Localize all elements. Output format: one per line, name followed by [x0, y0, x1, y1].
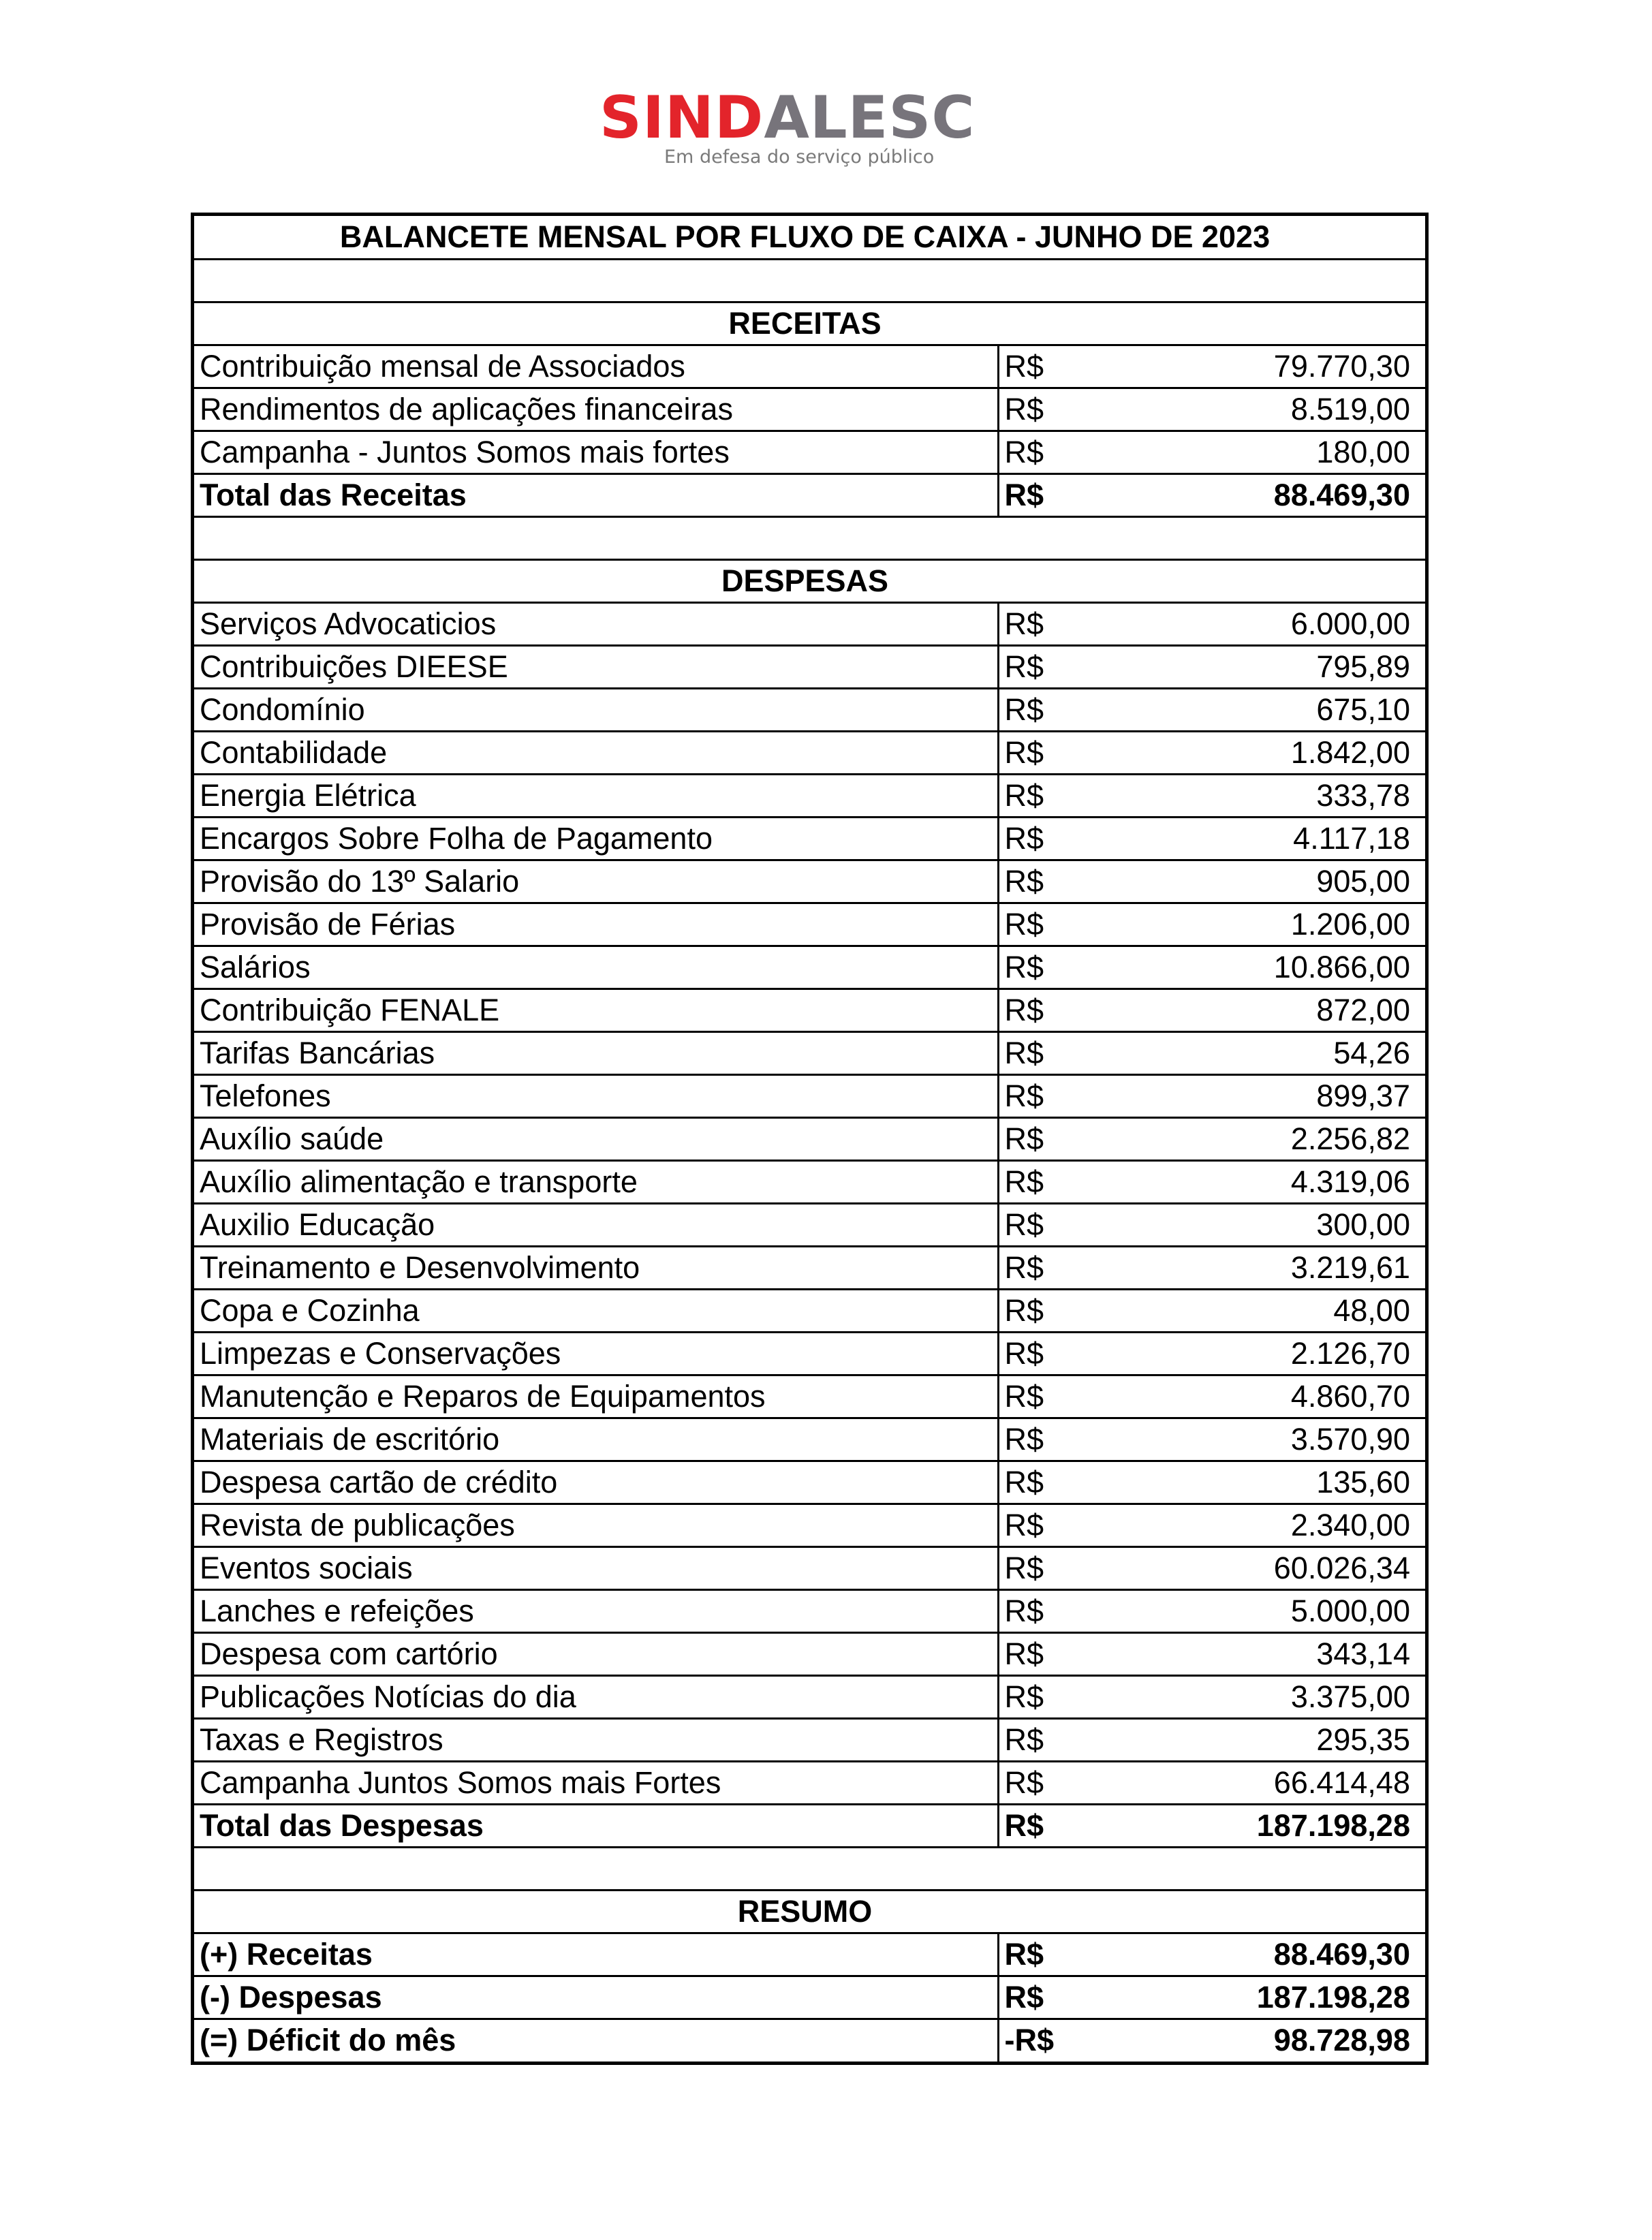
row-currency: R$ [998, 1504, 1100, 1546]
row-label: Auxílio alimentação e transporte [194, 1160, 998, 1203]
row-value: 48,00 [1100, 1289, 1425, 1332]
despesa-row [194, 860, 1425, 903]
logo-part-alesc: ALESC [764, 84, 976, 152]
row-label: Encargos Sobre Folha de Pagamento [194, 817, 998, 860]
row-label: Despesa cartão de crédito [194, 1461, 998, 1504]
row-value: 3.375,00 [1100, 1675, 1425, 1718]
blank-row [194, 516, 1425, 559]
row-value: 8.519,00 [1100, 388, 1425, 431]
row-label: Campanha - Juntos Somos mais fortes [194, 431, 998, 473]
row-value: 135,60 [1100, 1461, 1425, 1504]
row-currency: R$ [998, 1332, 1100, 1375]
despesa-row [194, 1675, 1425, 1718]
row-label: Contribuição mensal de Associados [194, 345, 998, 388]
row-label: Manutenção e Reparos de Equipamentos [194, 1375, 998, 1418]
logo-part-sind: SIND [599, 84, 764, 152]
despesa-row [194, 1074, 1425, 1117]
despesa-row [194, 1461, 1425, 1504]
row-currency: R$ [998, 1632, 1100, 1675]
row-label: Energia Elétrica [194, 774, 998, 817]
receita-row [194, 388, 1425, 431]
row-currency: R$ [998, 1976, 1100, 2019]
receita-row [194, 345, 1425, 388]
row-value: 2.126,70 [1100, 1332, 1425, 1375]
row-currency: R$ [998, 1675, 1100, 1718]
row-currency: R$ [998, 1718, 1100, 1761]
row-value: 2.340,00 [1100, 1504, 1425, 1546]
row-currency: R$ [998, 731, 1100, 774]
row-value: 98.728,98 [1100, 2019, 1425, 2062]
row-label: Auxilio Educação [194, 1203, 998, 1246]
despesa-row [194, 1332, 1425, 1375]
despesa-row [194, 645, 1425, 688]
row-label: Auxílio saúde [194, 1117, 998, 1160]
row-currency: R$ [998, 903, 1100, 946]
row-label: Contribuição FENALE [194, 989, 998, 1031]
resumo-row [194, 2019, 1425, 2062]
despesa-row [194, 1289, 1425, 1332]
receitas-total-row [194, 473, 1425, 516]
despesa-row [194, 688, 1425, 731]
row-currency: R$ [998, 688, 1100, 731]
row-label: Eventos sociais [194, 1546, 998, 1589]
row-currency: R$ [998, 860, 1100, 903]
row-value: 187.198,28 [1100, 1804, 1425, 1847]
row-label: Materiais de escritório [194, 1418, 998, 1461]
row-label: Total das Receitas [194, 473, 998, 516]
logo-wordmark [599, 85, 981, 151]
despesa-row [194, 1761, 1425, 1804]
resumo-row [194, 1976, 1425, 2019]
receita-row [194, 431, 1425, 473]
despesa-row [194, 1632, 1425, 1675]
row-currency: R$ [998, 1461, 1100, 1504]
row-value: 60.026,34 [1100, 1546, 1425, 1589]
title-row [194, 216, 1425, 259]
despesa-row [194, 1504, 1425, 1546]
despesa-row [194, 1546, 1425, 1589]
row-value: 88.469,30 [1100, 1933, 1425, 1976]
row-label: Salários [194, 946, 998, 989]
balance-table [194, 216, 1425, 2062]
row-currency: R$ [998, 345, 1100, 388]
row-currency: R$ [998, 1546, 1100, 1589]
row-value: 4.117,18 [1100, 817, 1425, 860]
row-label: Tarifas Bancárias [194, 1031, 998, 1074]
row-label: Total das Despesas [194, 1804, 998, 1847]
row-value: 1.206,00 [1100, 903, 1425, 946]
row-currency: R$ [998, 774, 1100, 817]
despesa-row [194, 1031, 1425, 1074]
despesa-row [194, 1246, 1425, 1289]
row-currency: R$ [998, 388, 1100, 431]
row-label: Provisão de Férias [194, 903, 998, 946]
row-value: 675,10 [1100, 688, 1425, 731]
row-value: 3.219,61 [1100, 1246, 1425, 1289]
section-heading-row [194, 302, 1425, 345]
row-value: 4.319,06 [1100, 1160, 1425, 1203]
row-value: 905,00 [1100, 860, 1425, 903]
row-value: 180,00 [1100, 431, 1425, 473]
row-currency: R$ [998, 1804, 1100, 1847]
row-value: 1.842,00 [1100, 731, 1425, 774]
despesa-row [194, 1160, 1425, 1203]
row-value: 6.000,00 [1100, 602, 1425, 645]
despesa-row [194, 989, 1425, 1031]
row-currency: R$ [998, 1761, 1100, 1804]
row-label: Condomínio [194, 688, 998, 731]
section-heading-row [194, 559, 1425, 602]
row-label: (+) Receitas [194, 1933, 998, 1976]
row-value: 795,89 [1100, 645, 1425, 688]
row-value: 333,78 [1100, 774, 1425, 817]
row-label: Publicações Notícias do dia [194, 1675, 998, 1718]
despesa-row [194, 817, 1425, 860]
row-currency: R$ [998, 473, 1100, 516]
row-currency: R$ [998, 1289, 1100, 1332]
row-label: Rendimentos de aplicações financeiras [194, 388, 998, 431]
row-label: Limpezas e Conservações [194, 1332, 998, 1375]
row-currency: R$ [998, 1933, 1100, 1976]
row-label: Copa e Cozinha [194, 1289, 998, 1332]
row-currency: R$ [998, 1203, 1100, 1246]
row-value: 300,00 [1100, 1203, 1425, 1246]
row-currency: R$ [998, 817, 1100, 860]
row-label: Lanches e refeições [194, 1589, 998, 1632]
receitas-heading: RECEITAS [194, 302, 1425, 345]
row-label: Serviços Advocaticios [194, 602, 998, 645]
row-currency: -R$ [998, 2019, 1100, 2062]
despesa-row [194, 903, 1425, 946]
resumo-row [194, 1933, 1425, 1976]
despesa-row [194, 1375, 1425, 1418]
logo-tagline: Em defesa do serviço público [664, 146, 935, 168]
row-value: 4.860,70 [1100, 1375, 1425, 1418]
row-value: 872,00 [1100, 989, 1425, 1031]
row-value: 899,37 [1100, 1074, 1425, 1117]
section-heading-row [194, 1890, 1425, 1933]
row-currency: R$ [998, 602, 1100, 645]
blank-row [194, 1847, 1425, 1890]
row-currency: R$ [998, 989, 1100, 1031]
resumo-heading: RESUMO [194, 1890, 1425, 1933]
row-label: (-) Despesas [194, 1976, 998, 2019]
row-value: 88.469,30 [1100, 473, 1425, 516]
row-value: 2.256,82 [1100, 1117, 1425, 1160]
despesa-row [194, 946, 1425, 989]
sindalesc-logo [599, 85, 981, 174]
despesa-row [194, 602, 1425, 645]
row-currency: R$ [998, 1117, 1100, 1160]
blank-row [194, 259, 1425, 302]
despesa-row [194, 1718, 1425, 1761]
row-currency: R$ [998, 1074, 1100, 1117]
row-value: 343,14 [1100, 1632, 1425, 1675]
row-currency: R$ [998, 1160, 1100, 1203]
row-value: 3.570,90 [1100, 1418, 1425, 1461]
row-label: Campanha Juntos Somos mais Fortes [194, 1761, 998, 1804]
row-label: Revista de publicações [194, 1504, 998, 1546]
despesa-row [194, 1117, 1425, 1160]
row-currency: R$ [998, 1418, 1100, 1461]
row-currency: R$ [998, 431, 1100, 473]
row-label: Contribuições DIEESE [194, 645, 998, 688]
row-currency: R$ [998, 946, 1100, 989]
row-currency: R$ [998, 1589, 1100, 1632]
despesa-row [194, 731, 1425, 774]
row-currency: R$ [998, 645, 1100, 688]
row-value: 66.414,48 [1100, 1761, 1425, 1804]
report-title: BALANCETE MENSAL POR FLUXO DE CAIXA - JUNHO DE 2023 [339, 219, 1271, 254]
row-label: Provisão do 13º Salario [194, 860, 998, 903]
balance-sheet [191, 213, 1429, 2065]
row-value: 295,35 [1100, 1718, 1425, 1761]
row-label: (=) Déficit do mês [194, 2019, 998, 2062]
row-label: Contabilidade [194, 731, 998, 774]
row-value: 54,26 [1100, 1031, 1425, 1074]
row-label: Treinamento e Desenvolvimento [194, 1246, 998, 1289]
row-label: Taxas e Registros [194, 1718, 998, 1761]
row-label: Telefones [194, 1074, 998, 1117]
row-currency: R$ [998, 1031, 1100, 1074]
row-label: Despesa com cartório [194, 1632, 998, 1675]
despesa-row [194, 774, 1425, 817]
despesa-row [194, 1589, 1425, 1632]
row-value: 187.198,28 [1100, 1976, 1425, 2019]
row-value: 79.770,30 [1100, 345, 1425, 388]
row-currency: R$ [998, 1246, 1100, 1289]
row-currency: R$ [998, 1375, 1100, 1418]
despesa-row [194, 1203, 1425, 1246]
despesa-row [194, 1418, 1425, 1461]
row-value: 10.866,00 [1100, 946, 1425, 989]
row-value: 5.000,00 [1100, 1589, 1425, 1632]
despesas-heading: DESPESAS [194, 559, 1425, 602]
despesas-total-row [194, 1804, 1425, 1847]
